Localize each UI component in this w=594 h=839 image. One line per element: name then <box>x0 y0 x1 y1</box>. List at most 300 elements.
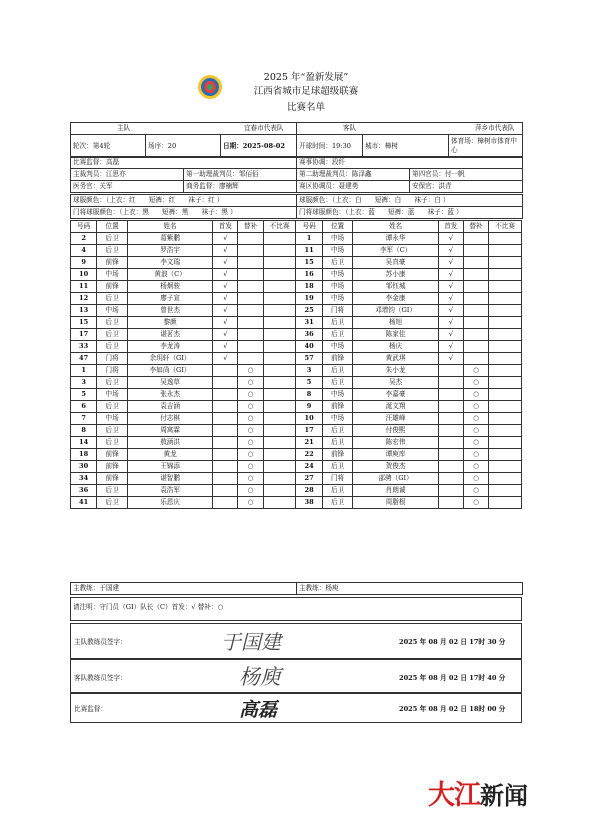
away-absent-header: 不比赛 <box>489 221 522 233</box>
home-name-header: 姓名 <box>127 221 212 233</box>
home-sub-header: 替补 <box>238 221 263 233</box>
home-player-position: 后卫 <box>97 329 128 341</box>
away-sub-mark <box>463 281 488 293</box>
home-player-name: 谌智鹏 <box>127 473 212 485</box>
away-sub-mark: ○ <box>463 449 488 461</box>
away-player-name: 贺俊杰 <box>353 461 438 473</box>
table-row <box>71 485 522 497</box>
home-start-mark <box>213 485 238 497</box>
home-player-name: 袁吉涵 <box>127 401 212 413</box>
away-sub-mark: ○ <box>463 485 488 497</box>
away-absent-mark <box>489 341 522 353</box>
signature-date: 2025 年 08 月 02 日 17时 30 分 <box>399 638 506 646</box>
home-absent-mark <box>263 293 296 305</box>
home-player-name: 李龙涛 <box>127 341 212 353</box>
home-absent-mark <box>263 269 296 281</box>
home-kit-cell: 球服颜色：（上衣：红 短裤：红 袜子：红 ） <box>71 195 297 207</box>
home-absent-header: 不比赛 <box>263 221 296 233</box>
home-absent-mark <box>263 317 296 329</box>
home-sub-mark: ○ <box>238 389 263 401</box>
away-start-mark <box>438 425 463 437</box>
security-officer-cell: 安保官：洪青 <box>410 181 523 193</box>
away-absent-mark <box>489 293 522 305</box>
home-player-position: 后卫 <box>97 377 128 389</box>
away-sub-mark <box>463 341 488 353</box>
away-player-number: 27 <box>296 473 322 485</box>
away-start-header: 首发 <box>438 221 463 233</box>
away-player-number: 25 <box>296 305 322 317</box>
away-sub-mark <box>463 305 488 317</box>
away-player-number: 5 <box>296 377 322 389</box>
home-start-mark: √ <box>213 245 238 257</box>
table-row <box>71 341 522 353</box>
away-sub-mark: ○ <box>463 413 488 425</box>
home-start-mark: √ <box>213 257 238 269</box>
legend-note: 请注明：守门员（GI）队长（C）首发：√ 替补：○ <box>70 597 522 621</box>
home-player-position: 后卫 <box>97 425 128 437</box>
document-header <box>196 67 416 125</box>
home-player-number: 33 <box>71 341 97 353</box>
home-absent-mark <box>263 365 296 377</box>
away-player-number: 31 <box>296 317 322 329</box>
home-player-number: 5 <box>71 389 97 401</box>
home-start-mark <box>213 401 238 413</box>
away-start-mark <box>438 401 463 413</box>
away-player-name: 杨旭 <box>353 317 438 329</box>
home-player-position: 中场 <box>97 389 128 401</box>
away-team-name: 萍乡市代表队 <box>474 124 515 132</box>
league-title: 江西省城市足球超级联赛 <box>253 86 359 97</box>
away-player-name: 李军（C） <box>353 245 438 257</box>
match-info-table <box>70 122 523 158</box>
table-row <box>71 461 522 473</box>
table-row <box>71 449 522 461</box>
home-start-mark <box>213 365 238 377</box>
table-row <box>71 365 522 377</box>
table-row <box>71 401 522 413</box>
home-sub-mark <box>238 317 263 329</box>
away-coach-signature: 杨庾 <box>239 665 281 689</box>
away-start-mark <box>438 497 463 509</box>
away-player-number: 3 <box>296 365 322 377</box>
away-player-position: 后卫 <box>322 317 353 329</box>
home-sub-mark: ○ <box>238 425 263 437</box>
home-absent-mark <box>263 281 296 293</box>
home-sub-mark: ○ <box>238 365 263 377</box>
home-player-number: 8 <box>71 425 97 437</box>
home-sub-mark <box>238 269 263 281</box>
away-absent-mark <box>489 437 522 449</box>
away-start-mark: √ <box>438 245 463 257</box>
home-sub-mark: ○ <box>238 437 263 449</box>
supervisor-signature: 高磊 <box>239 699 278 721</box>
signature-label: 比赛监督： <box>74 705 107 713</box>
home-player-position: 后卫 <box>97 485 128 497</box>
away-player-number: 9 <box>296 401 322 413</box>
away-player-name: 吴杰 <box>353 377 438 389</box>
home-team-label: 主队 宜春市代表队 <box>71 123 297 135</box>
home-player-number: 12 <box>71 293 97 305</box>
away-absent-mark <box>489 425 522 437</box>
home-player-number: 34 <box>71 473 97 485</box>
away-start-mark <box>438 461 463 473</box>
away-player-position: 中场 <box>322 413 353 425</box>
home-player-position: 前锋 <box>97 473 128 485</box>
away-player-number: 15 <box>296 257 322 269</box>
signature-label: 主队教练员签字： <box>74 638 127 646</box>
away-sub-mark: ○ <box>463 377 488 389</box>
home-absent-mark <box>263 425 296 437</box>
table-row <box>71 437 522 449</box>
table-row <box>71 245 522 257</box>
away-player-position: 中场 <box>322 245 353 257</box>
home-player-name: 罗浩宇 <box>127 245 212 257</box>
home-player-number: 11 <box>71 281 97 293</box>
home-sub-mark: ○ <box>238 377 263 389</box>
away-start-mark <box>438 377 463 389</box>
signature-label: 客队教练员签字： <box>74 674 127 682</box>
home-player-name: 袁浩军 <box>127 485 212 497</box>
venue-cell: 体育场：樟树市体育中心 <box>449 135 523 158</box>
away-sub-mark <box>463 257 488 269</box>
away-player-number: 16 <box>296 269 322 281</box>
away-player-number: 36 <box>296 329 322 341</box>
home-sub-mark: ○ <box>238 497 263 509</box>
home-player-position: 前锋 <box>97 257 128 269</box>
home-player-name: 张永杰 <box>127 389 212 401</box>
home-absent-mark <box>263 449 296 461</box>
away-start-mark: √ <box>438 281 463 293</box>
table-row <box>71 257 522 269</box>
home-absent-mark <box>263 377 296 389</box>
away-player-number: 8 <box>296 389 322 401</box>
away-player-position: 后卫 <box>322 257 353 269</box>
table-row <box>71 473 522 485</box>
away-start-mark: √ <box>438 329 463 341</box>
away-absent-mark <box>489 377 522 389</box>
home-player-number: 30 <box>71 461 97 473</box>
home-player-number: 10 <box>71 269 97 281</box>
table-row <box>71 497 522 509</box>
home-player-number: 6 <box>71 401 97 413</box>
away-player-position: 中场 <box>322 293 353 305</box>
referee-cell: 主裁判员：江思亦 <box>71 169 184 181</box>
away-player-number: 24 <box>296 461 322 473</box>
home-player-name: 黄龙 <box>127 449 212 461</box>
away-absent-mark <box>489 257 522 269</box>
fourth-official-cell: 第四官员：付一帆 <box>410 169 523 181</box>
away-player-name: 谭永华 <box>353 233 438 245</box>
away-player-number: 18 <box>296 281 322 293</box>
home-start-mark <box>213 437 238 449</box>
home-player-name: 黄浪（C） <box>127 269 212 281</box>
away-absent-mark <box>489 305 522 317</box>
away-start-mark <box>438 389 463 401</box>
home-start-mark <box>213 389 238 401</box>
home-player-position: 前锋 <box>97 461 128 473</box>
away-sub-mark <box>463 329 488 341</box>
home-absent-mark <box>263 329 296 341</box>
away-player-position: 门将 <box>322 305 353 317</box>
away-player-number: 17 <box>296 425 322 437</box>
home-player-position: 中场 <box>97 305 128 317</box>
home-start-mark <box>213 413 238 425</box>
round-cell: 轮次：第4轮 <box>71 135 146 158</box>
home-player-name: 谌茗杰 <box>127 329 212 341</box>
home-absent-mark <box>263 497 296 509</box>
away-start-mark <box>438 449 463 461</box>
home-player-name: 周寓霖 <box>127 425 212 437</box>
home-start-mark: √ <box>213 341 238 353</box>
home-absent-mark <box>263 401 296 413</box>
away-player-position: 前锋 <box>322 401 353 413</box>
kit-colors-table <box>70 194 523 219</box>
away-num-header: 号码 <box>296 221 322 233</box>
away-player-name: 谭庾库 <box>353 449 438 461</box>
home-player-name: 敖涵洪 <box>127 437 212 449</box>
away-player-name: 吴真豪 <box>353 257 438 269</box>
away-absent-mark <box>489 233 522 245</box>
home-player-name: 乐恩庆 <box>127 497 212 509</box>
city-cell: 城市：樟树 <box>363 135 449 158</box>
home-player-number: 2 <box>71 233 97 245</box>
home-player-name: 李文瑞 <box>127 257 212 269</box>
medical-officer-cell: 医务官：关军 <box>71 181 184 193</box>
home-player-number: 7 <box>71 413 97 425</box>
home-player-position: 后卫 <box>97 245 128 257</box>
home-absent-mark <box>263 389 296 401</box>
home-start-mark <box>213 449 238 461</box>
away-sub-mark: ○ <box>463 389 488 401</box>
home-start-header: 首发 <box>213 221 238 233</box>
away-player-position: 中场 <box>322 281 353 293</box>
home-player-position: 后卫 <box>97 233 128 245</box>
home-player-number: 9 <box>71 257 97 269</box>
home-coach-signature: 于国建 <box>221 630 281 654</box>
home-start-mark: √ <box>213 281 238 293</box>
home-start-mark: √ <box>213 305 238 317</box>
commercial-supervisor-cell: 商务监督：廖楠辉 <box>184 181 297 193</box>
home-player-name: 黎颜 <box>127 317 212 329</box>
table-row <box>71 413 522 425</box>
home-sub-mark: ○ <box>238 401 263 413</box>
away-player-name: 付俊熙 <box>353 425 438 437</box>
home-player-name: 余玥轩（GI） <box>127 353 212 365</box>
away-player-position: 后卫 <box>322 437 353 449</box>
away-start-mark: √ <box>438 269 463 281</box>
home-sub-mark <box>238 257 263 269</box>
field-cell: 场序：20 <box>146 135 221 158</box>
away-sub-mark: ○ <box>463 437 488 449</box>
home-player-number: 1 <box>71 365 97 377</box>
away-player-position: 前锋 <box>322 353 353 365</box>
away-absent-mark <box>489 353 522 365</box>
home-sub-mark <box>238 329 263 341</box>
sheet-title: 比赛名单 <box>286 102 325 113</box>
away-player-position: 门将 <box>322 473 353 485</box>
home-player-position: 后卫 <box>97 341 128 353</box>
away-player-number: 19 <box>296 293 322 305</box>
home-player-name: 杨炯骏 <box>127 281 212 293</box>
home-player-position: 中场 <box>97 413 128 425</box>
home-coach-cell: 主教练：于国建 <box>71 583 297 595</box>
home-start-mark: √ <box>213 317 238 329</box>
away-player-number: 57 <box>296 353 322 365</box>
away-absent-mark <box>489 473 522 485</box>
away-start-mark: √ <box>438 353 463 365</box>
home-player-position: 后卫 <box>97 497 128 509</box>
home-absent-mark <box>263 305 296 317</box>
home-player-number: 47 <box>71 353 97 365</box>
away-absent-mark <box>489 269 522 281</box>
home-player-position: 前锋 <box>97 449 128 461</box>
away-player-number: 11 <box>296 245 322 257</box>
home-sub-mark <box>238 305 263 317</box>
home-player-position: 后卫 <box>97 293 128 305</box>
watermark-brand-black: 新闻 <box>480 782 528 810</box>
home-start-mark: √ <box>213 329 238 341</box>
away-coach-signature-block <box>70 659 522 693</box>
away-sub-mark <box>463 353 488 365</box>
home-player-name: 李如尚（GI） <box>127 365 212 377</box>
home-absent-mark <box>263 245 296 257</box>
home-player-position: 后卫 <box>97 401 128 413</box>
home-start-mark <box>213 473 238 485</box>
home-sub-mark <box>238 353 263 365</box>
away-sub-mark <box>463 233 488 245</box>
home-sub-mark: ○ <box>238 473 263 485</box>
kickoff-cell: 开球时间：19:30 <box>297 135 363 158</box>
away-sub-header: 替补 <box>463 221 488 233</box>
away-player-name: 邓增钧（GI） <box>353 305 438 317</box>
away-start-mark: √ <box>438 341 463 353</box>
away-player-number: 28 <box>296 485 322 497</box>
home-player-number: 3 <box>71 377 97 389</box>
away-player-name: 邹钰城 <box>353 281 438 293</box>
away-absent-mark <box>489 449 522 461</box>
away-player-position: 后卫 <box>322 497 353 509</box>
away-absent-mark <box>489 389 522 401</box>
away-start-mark: √ <box>438 293 463 305</box>
home-sub-mark <box>238 245 263 257</box>
away-player-position: 后卫 <box>322 461 353 473</box>
away-player-position: 中场 <box>322 269 353 281</box>
away-start-mark: √ <box>438 233 463 245</box>
home-player-name: 王锦添 <box>127 461 212 473</box>
ar2-cell: 第二助理裁判员：陈泽鑫 <box>297 169 410 181</box>
signature-date: 2025 年 08 月 02 日 18时 00 分 <box>399 705 506 713</box>
home-num-header: 号码 <box>71 221 97 233</box>
home-sub-mark: ○ <box>238 449 263 461</box>
table-row <box>71 233 522 245</box>
away-start-mark <box>438 437 463 449</box>
home-start-mark <box>213 497 238 509</box>
home-player-position: 后卫 <box>97 317 128 329</box>
table-row <box>71 329 522 341</box>
home-absent-mark <box>263 437 296 449</box>
season-title: 2025 年“盈新发展” <box>263 72 349 83</box>
away-team-label: 客队 萍乡市代表队 <box>297 123 523 135</box>
away-absent-mark <box>489 485 522 497</box>
away-player-name: 肖朗诚 <box>353 485 438 497</box>
away-player-number: 21 <box>296 437 322 449</box>
home-player-number: 4 <box>71 245 97 257</box>
roster-body <box>71 233 522 509</box>
away-player-name: 黄武琪 <box>353 353 438 365</box>
table-row <box>71 317 522 329</box>
away-sub-mark: ○ <box>463 425 488 437</box>
supervisor-cell: 比赛监督：高磊 <box>71 157 297 169</box>
away-absent-mark <box>489 401 522 413</box>
away-start-mark: √ <box>438 305 463 317</box>
away-sub-mark <box>463 317 488 329</box>
home-player-position: 门将 <box>97 365 128 377</box>
table-row <box>71 269 522 281</box>
away-start-mark <box>438 473 463 485</box>
away-player-number: 10 <box>296 413 322 425</box>
away-player-position: 中场 <box>322 233 353 245</box>
home-player-number: 18 <box>71 449 97 461</box>
home-gk-kit-cell: 门将球服颜色：（上衣：黑 短裤：黑 袜子：黑 ） <box>71 207 297 219</box>
away-absent-mark <box>489 365 522 377</box>
home-player-number: 13 <box>71 305 97 317</box>
away-player-number: 40 <box>296 341 322 353</box>
away-player-position: 中场 <box>322 389 353 401</box>
home-sub-mark <box>238 233 263 245</box>
home-team-name: 宜春市代表队 <box>243 124 284 132</box>
away-player-position: 后卫 <box>322 329 353 341</box>
date-cell: 日期：2025-08-02 <box>221 135 297 158</box>
away-start-mark: √ <box>438 317 463 329</box>
table-row <box>71 281 522 293</box>
home-sub-mark <box>238 281 263 293</box>
home-absent-mark <box>263 257 296 269</box>
away-player-name: 李金康 <box>353 293 438 305</box>
away-kit-cell: 球服颜色：（上衣：白 短裤：白 袜子：白 ） <box>297 195 523 207</box>
home-player-number: 15 <box>71 317 97 329</box>
home-sub-mark: ○ <box>238 485 263 497</box>
away-absent-mark <box>489 461 522 473</box>
home-start-mark <box>213 461 238 473</box>
brand-watermark <box>428 773 528 812</box>
home-start-mark: √ <box>213 269 238 281</box>
home-player-name: 葛紫鹏 <box>127 233 212 245</box>
home-coach-signature-block <box>70 623 522 659</box>
away-sub-mark <box>463 245 488 257</box>
away-player-number: 1 <box>296 233 322 245</box>
officials-table <box>70 156 523 193</box>
coaches-table <box>70 582 523 595</box>
table-row <box>71 353 522 365</box>
away-player-name: 陈家佳 <box>353 329 438 341</box>
ar1-cell: 第一助理裁判员：邹佰佰 <box>184 169 297 181</box>
supervisor-signature-block <box>70 693 522 723</box>
away-player-position: 后卫 <box>322 485 353 497</box>
away-sub-mark <box>463 293 488 305</box>
home-sub-mark: ○ <box>238 413 263 425</box>
home-player-name: 付志棋 <box>127 413 212 425</box>
roster-header-row <box>71 221 522 233</box>
table-row <box>71 377 522 389</box>
away-player-name: 涎文翔 <box>353 401 438 413</box>
coordinator-cell: 赛事协调：段纤 <box>297 157 523 169</box>
away-start-mark <box>438 365 463 377</box>
home-absent-mark <box>263 485 296 497</box>
away-player-position: 后卫 <box>322 425 353 437</box>
away-absent-mark <box>489 281 522 293</box>
home-player-number: 14 <box>71 437 97 449</box>
away-coach-cell: 主教练：杨庾 <box>297 583 523 595</box>
